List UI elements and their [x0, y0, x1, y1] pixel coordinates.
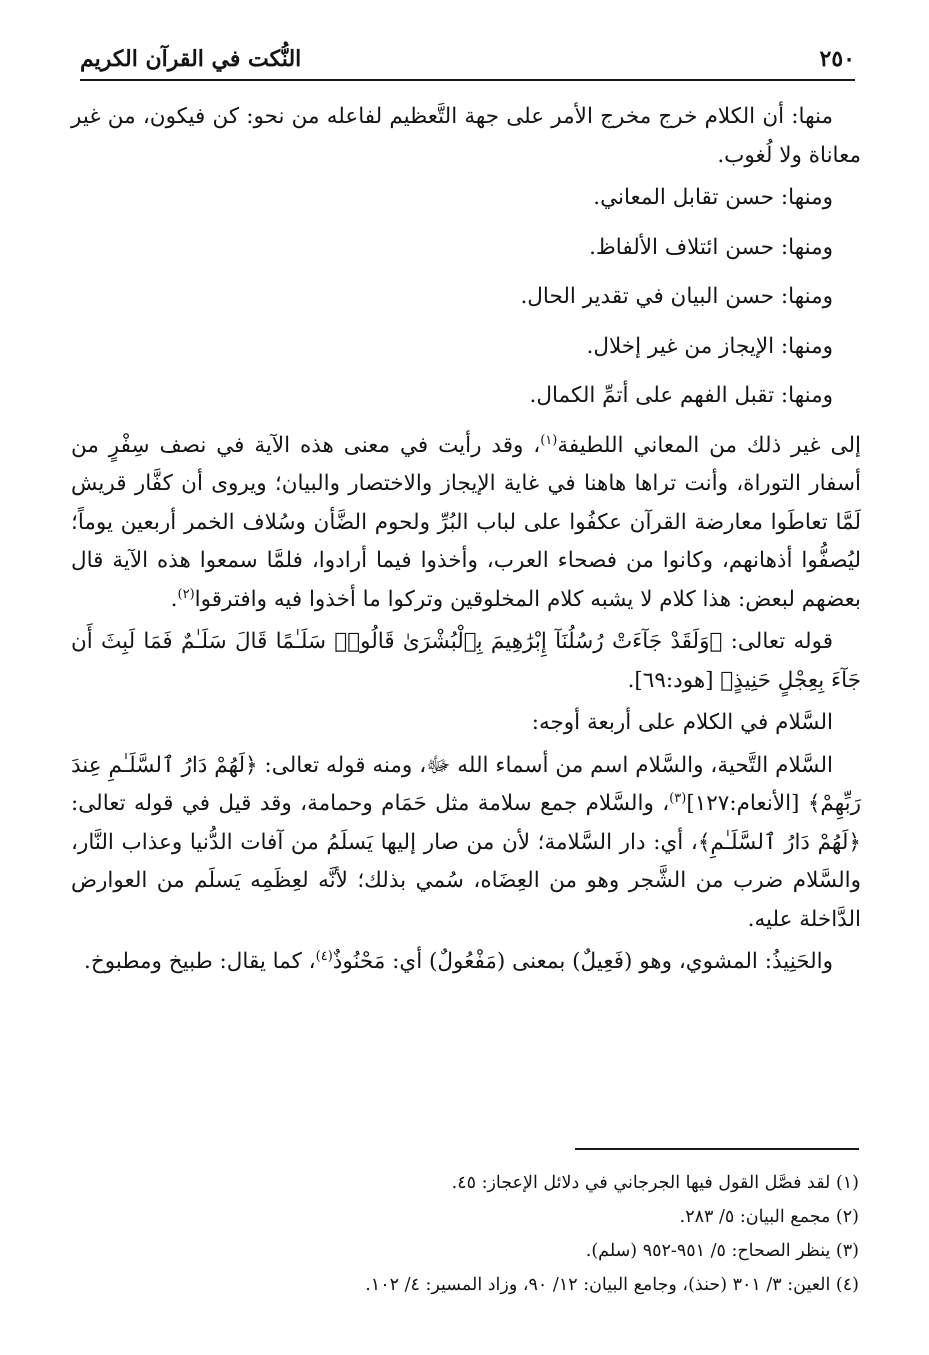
footnote-1: (١) لقد فصَّل القول فيها الجرجاني في دلائل الإعجاز: ٤٥. — [451, 1173, 859, 1193]
paragraph-4: السَّلام في الكلام على أربعة أوجه: — [531, 710, 833, 735]
footnote-ref-3: (٣) — [669, 790, 687, 806]
quran-verse-dar-assalam: ﴿لَهُمْ دَارُ ٱلسَّلَـٰمِ﴾ — [697, 829, 861, 855]
paragraph-6 — [71, 943, 861, 982]
paragraph-2-end: . — [170, 586, 178, 612]
quran-verse-hud-69: ﴿وَلَقَدْ جَآءَتْ رُسُلُنَآ إِبْرَٰهِيمَ بِٱلْبُشْرَىٰ قَالُوا۟ سَلَـٰمًا قَالَ سَلَـٰمٌ فَمَا لَبِثَ أَن جَآءَ بِعِجْلٍ حَنِيذٍ﴾ — [71, 629, 861, 693]
footnote-3: (٣) ينظر الصحاح: ٥/ ٩٥١-٩٥٢ (سلم). — [585, 1241, 859, 1261]
paragraph-5-text-c: ، والسَّلام جمع سلامة مثل حَمَام وحمامة، وقد قيل في قوله تعالى: — [71, 791, 670, 816]
running-header — [80, 40, 855, 76]
paragraph-6-text-b: ، كما يقال: طبيخ ومطبوخ. — [84, 949, 316, 974]
footnote-2: (٢) مجمع البيان: ٥/ ٢٨٣. — [679, 1207, 859, 1227]
footnote-ref-4: (٤) — [315, 948, 333, 964]
footnote-ref-2: (٢) — [177, 586, 195, 602]
paragraph-5-text-d: ، أي: دار السَّلامة؛ لأن من صار إليها يَسلَمُ من آفات الدُّنيا وعذاب النَّار، والسَّلام ضرب من الشَّجر وهو من العِضَاه، سُمي بذلك؛ لأنَّه لعِظَمِه يَسلَم من العوارض الدَّاخلة عليه. — [71, 829, 861, 932]
paragraph-1: منها: أن الكلام خرج مخرج الأمر على جهة التَّعظيم لفاعله من نحو: كن فيكون، من غير معاناة ولا لُغوب. — [71, 104, 861, 168]
footnotes — [69, 1166, 859, 1302]
list-item: ومنها: حسن ائتلاف الألفاظ. — [589, 234, 833, 260]
paragraph-3 — [71, 623, 861, 700]
list-item: ومنها: حسن البيان في تقدير الحال. — [520, 284, 833, 309]
paragraph-6-text-a: والحَنِيذُ: المشوي، وهو (فَعِيلٌ) بمعنى (مَفْعُولٌ) أي: مَحْنُوذٌ — [332, 949, 833, 974]
paragraph-3-intro: قوله تعالى: — [722, 629, 833, 654]
paragraph-5 — [71, 747, 861, 940]
list-item: ومنها: الإيجاز من غير إخلال. — [586, 333, 833, 359]
list-item: ومنها: تقبل الفهم على أتمِّ الكمال. — [529, 383, 833, 408]
paragraph-3-citation: [هود:٦٩]. — [627, 667, 721, 693]
list-item: ومنها: حسن تقابل المعاني. — [593, 185, 833, 210]
header-rule — [80, 79, 855, 81]
paragraph-5-citation: [الأنعام:١٢٧] — [686, 791, 808, 816]
footnote-4: (٤) العين: ٣/ ٣٠١ (حنذ)، وجامع البيان: ١٢/ ٩٠، وزاد المسير: ٤/ ١٠٢. — [365, 1275, 859, 1295]
paragraph-5-text-a: السَّلام التَّحية، والسَّلام اسم من أسماء الله ﷻ، ومنه قوله تعالى: — [257, 752, 833, 778]
footnote-ref-1: (١) — [540, 432, 558, 448]
paragraph-2-text-a: إلى غير ذلك من المعاني اللطيفة — [557, 432, 861, 458]
quran-verse-anam-127: ﴿لَهُمْ دَارُ ٱلسَّلَـٰمِ عِندَ رَبِّهِمْ﴾ — [71, 752, 862, 816]
book-title: النُّكت في القرآن الكريم — [80, 46, 302, 72]
main-text — [71, 98, 861, 986]
footnote-separator — [575, 1148, 859, 1150]
paragraph-2-text-b: ، وقد رأيت في معنى هذه الآية في نصف سِفْرٍ من أسفار التوراة، وأنت تراها هاهنا في غاية الإيجاز والاختصار والبيان؛ ويروى أن كفَّار قريش لَمَّا تعاطَوا معارضة القرآن عكفُوا على لباب البُرِّ ولحوم الضَّأن وسُلاف الخمر أربعين يوماً؛ ليُصفُّوا أذهانهم، وكانوا من فصحاء العرب، وأخذوا فيما أرادوا، فلمَّا سمعوا هذه الآية قال بعضهم لبعض: هذا كلام لا يشبه كلام المخلوقين وتركوا ما أخذوا فيه وافترقوا — [71, 432, 861, 612]
page-number: ٢٥٠ — [819, 46, 855, 72]
paragraph-2 — [71, 427, 861, 620]
